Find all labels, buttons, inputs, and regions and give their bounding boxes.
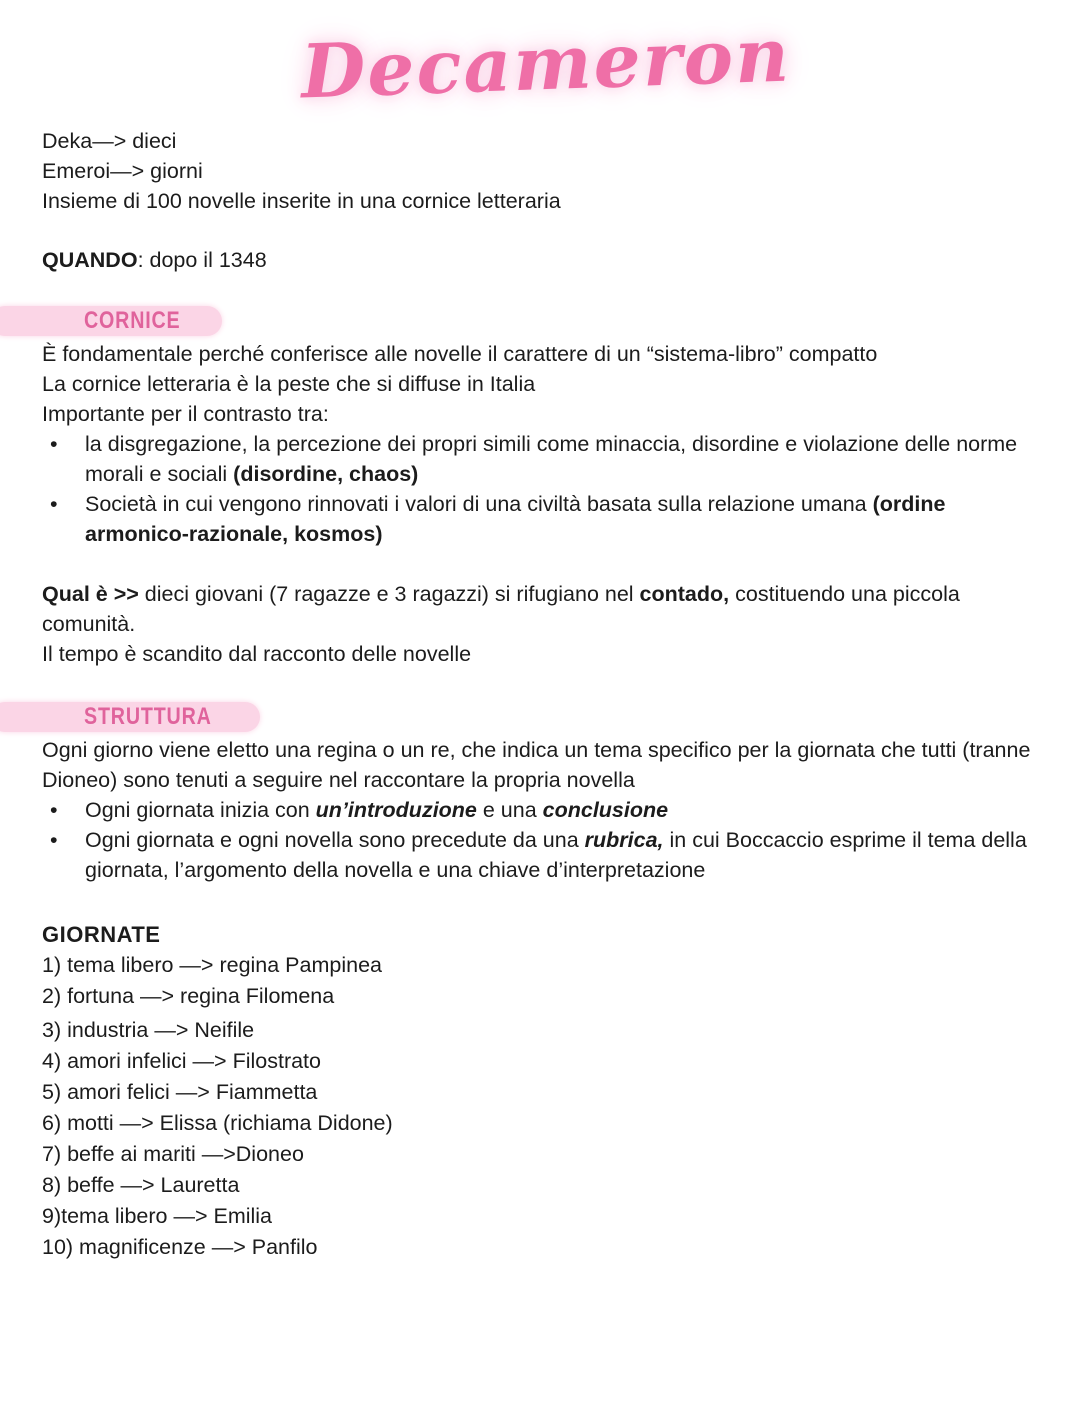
giornate-item-6: 6) motti —> Elissa (richiama Didone) [42,1111,393,1135]
qual-e-text [42,579,1002,639]
notes-page [0,14,1080,1263]
section-cornice [42,306,1050,669]
giornate-item-2: 2) fortuna —> regina Filomena [42,984,335,1008]
page-title: Decameron [299,12,793,116]
qual-e-contado: contado, [639,582,730,606]
struttura-paragraph: Ogni giorno viene eletto una regina o un re, che indica un tema specifico per la giornata che tutti (tranne Dioneo) sono tenuti a seguire nel raccontare la propria novella [42,738,1031,792]
bullet-text: Società in cui vengono rinnovati i valori di una civiltà basata sulla relazione umana [85,492,873,516]
intro-line-insieme: Insieme di 100 novelle inserite in una cornice letteraria [42,189,561,213]
bullet-text-bold-italic: un’introduzione [315,798,477,822]
cornice-paragraph-line: Importante per il contrasto tra: [42,402,329,426]
intro-block [42,126,1050,216]
struttura-heading-highlight [0,702,260,732]
cornice-paragraph-line: La cornice letteraria è la peste che si diffuse in Italia [42,372,536,396]
giornate-item-3: 3) industria —> Neifile [42,1018,255,1042]
tempo-line: Il tempo è scandito dal racconto delle novelle [42,642,472,666]
struttura-bullet-list [42,795,1050,885]
bullet-item-introduzione [42,795,1050,825]
qual-e-lead: Qual è >> [42,582,145,606]
bullet-item-societa [42,489,1050,549]
giornate-heading: GIORNATE [42,922,161,947]
cornice-paragraph-line: È fondamentale perché conferisce alle novelle il carattere di un “sistema-libro” compatto [42,342,878,366]
bullet-item-disgregazione [42,429,1050,489]
cornice-heading: CORNICE [84,307,181,334]
bullet-text-bold: (disordine, chaos) [233,462,419,486]
qual-e-t1: dieci giovani (7 ragazze e 3 ragazzi) si rifugiano nel [144,582,640,606]
giornate-item-5: 5) amori felici —> Fiammetta [42,1080,318,1104]
giornate-section [42,919,1050,1263]
title-area [42,14,1050,118]
intro-line-deka: Deka—> dieci [42,129,177,153]
giornate-item-9: 9)tema libero —> Emilia [42,1204,273,1228]
giornate-item-7: 7) beffe ai mariti —>Dioneo [42,1142,304,1166]
cornice-bullet-list [42,429,1050,549]
qual-e-paragraph [42,579,1002,669]
cornice-heading-highlight [0,306,222,336]
bullet-text-bold: (ordine armonico-razionale, kosmos) [85,492,946,546]
bullet-text: la disgregazione, la percezione dei propri simili come minaccia, disordine e violazione delle norme morali e sociali [85,432,1018,486]
bullet-item-rubrica [42,825,1050,885]
section-struttura [42,702,1050,885]
giornate-item-4: 4) amori infelici —> Filostrato [42,1049,321,1073]
bullet-text: e una [476,798,543,822]
quando-label: QUANDO [42,248,138,272]
bullet-text: in cui Boccaccio esprime il tema della giornata, l’argomento della novella e una chiave d’interpretazione [85,828,1027,882]
bullet-text: Ogni giornata inizia con [85,798,316,822]
cornice-paragraph [42,339,1050,429]
bullet-text: Ogni giornata e ogni novella sono precedute da una [85,828,585,852]
bullet-text-bold-italic: rubrica, [584,828,664,852]
quando-line [42,245,1050,275]
struttura-heading: STRUTTURA [84,703,212,730]
intro-line-emeroi: Emeroi—> giorni [42,159,203,183]
quando-value: : dopo il 1348 [137,248,267,272]
giornate-item-8: 8) beffe —> Lauretta [42,1173,240,1197]
qual-e-t2: costituendo una piccola comunità. [42,582,960,636]
bullet-text-bold-italic: conclusione [542,798,669,822]
giornate-item-1: 1) tema libero —> regina Pampinea [42,953,383,977]
giornate-item-10: 10) magnificenze —> Panfilo [42,1235,318,1259]
